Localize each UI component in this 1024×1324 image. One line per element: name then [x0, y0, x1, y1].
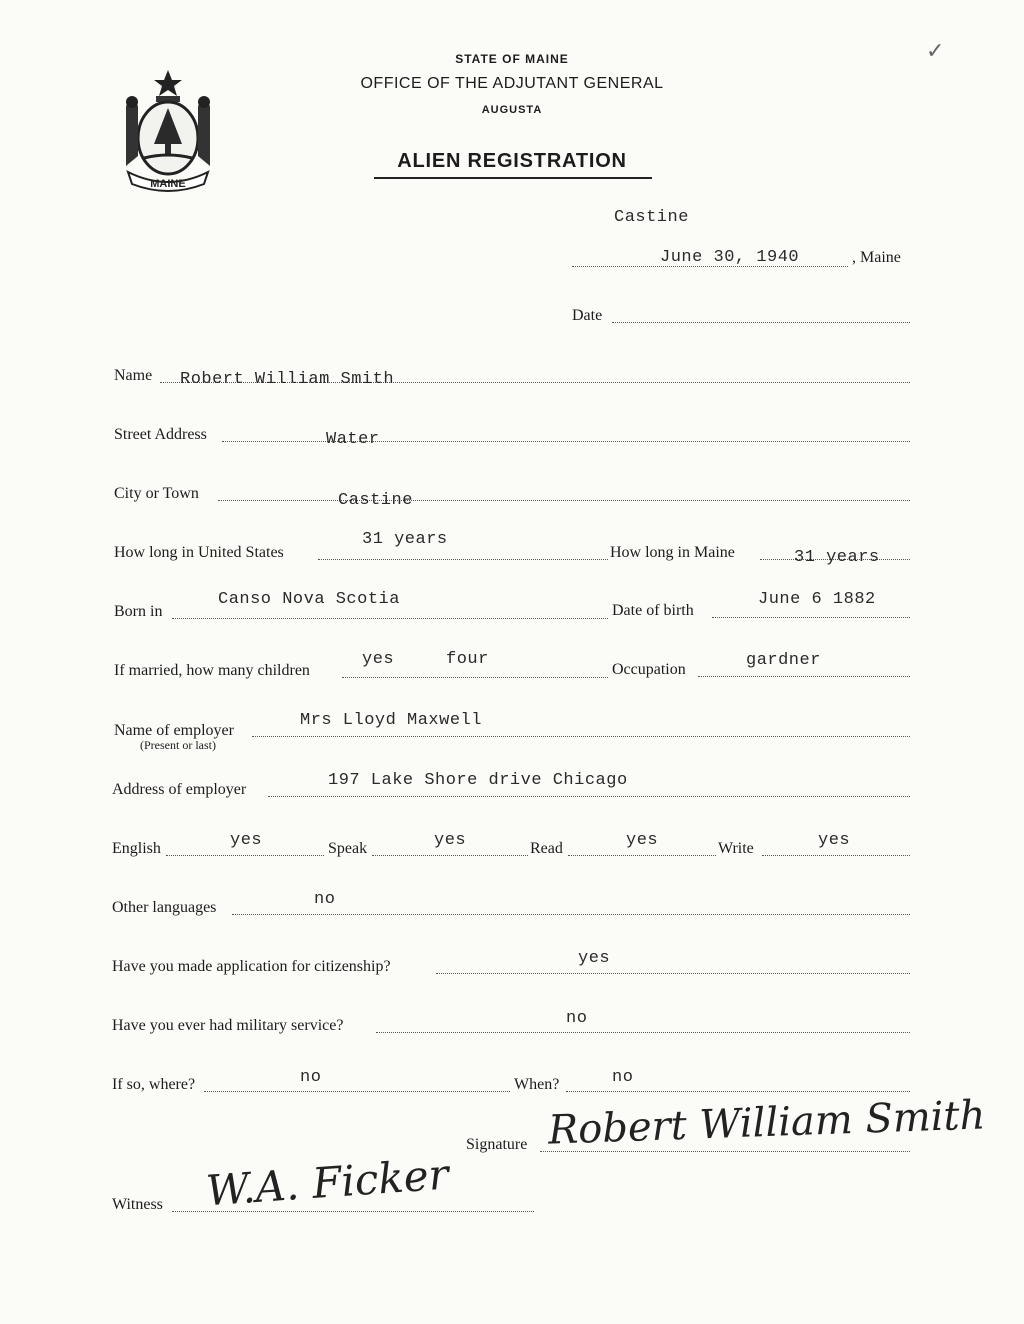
name-value: Robert William Smith	[180, 370, 395, 389]
when-line	[566, 1091, 910, 1092]
city-line	[218, 500, 910, 501]
where-line	[204, 1091, 510, 1092]
married-value: yes	[362, 650, 395, 669]
born-label: Born in	[114, 603, 163, 620]
dob-value: June 6 1882	[758, 590, 876, 609]
occupation-value: gardner	[746, 651, 821, 670]
emp-addr-line	[268, 796, 910, 797]
other-lang-line	[232, 914, 910, 915]
employer-label: Name of employer	[114, 722, 234, 739]
write-label: Write	[718, 840, 754, 857]
born-value: Canso Nova Scotia	[218, 590, 400, 609]
name-label: Name	[114, 367, 153, 384]
occupation-line	[698, 676, 910, 677]
signature-label: Signature	[466, 1136, 528, 1153]
state-suffix: , Maine	[852, 249, 901, 266]
street-value: Water	[326, 430, 380, 449]
title-underline	[374, 177, 652, 179]
signature-handwriting: Robert William Smith	[547, 1092, 987, 1154]
citizenship-value: yes	[578, 949, 611, 968]
us-value: 31 years	[362, 530, 448, 549]
read-line	[568, 855, 716, 856]
english-label: English	[112, 840, 161, 857]
when-value: no	[612, 1068, 634, 1087]
write-value: yes	[818, 831, 851, 850]
dob-label: Date of birth	[612, 602, 694, 619]
born-line	[172, 618, 608, 619]
military-line	[376, 1032, 910, 1033]
check-mark-icon: ✓	[926, 38, 945, 63]
employer-value: Mrs Lloyd Maxwell	[300, 711, 482, 730]
seal-label: MAINE	[150, 178, 186, 190]
military-label: Have you ever had military service?	[112, 1017, 344, 1034]
date-label: Date	[572, 307, 603, 324]
us-line	[318, 559, 608, 560]
married-label: If married, how many children	[114, 662, 310, 679]
read-label: Read	[530, 840, 563, 857]
date-value: June 30, 1940	[660, 248, 800, 267]
other-lang-value: no	[314, 890, 336, 909]
citizenship-line	[436, 973, 910, 974]
military-value: no	[566, 1009, 588, 1028]
emp-addr-label: Address of employer	[112, 781, 247, 798]
emp-addr-value: 197 Lake Shore drive Chicago	[328, 771, 628, 790]
read-value: yes	[626, 831, 659, 850]
header-city: AUGUSTA	[481, 104, 543, 116]
children-value: four	[446, 650, 489, 669]
maine-value: 31 years	[794, 548, 880, 567]
speak-line	[372, 855, 528, 856]
form-title: ALIEN REGISTRATION	[397, 150, 627, 172]
occupation-label: Occupation	[612, 661, 686, 678]
english-value: yes	[230, 831, 263, 850]
header-office: OFFICE OF THE ADJUTANT GENERAL	[360, 75, 664, 92]
us-label: How long in United States	[114, 544, 284, 561]
speak-value: yes	[434, 831, 467, 850]
city-label: City or Town	[114, 485, 199, 502]
speak-label: Speak	[328, 840, 368, 857]
header-state: STATE OF MAINE	[455, 52, 569, 66]
city-value: Castine	[338, 491, 413, 510]
employer-sub-label: (Present or last)	[140, 738, 216, 752]
street-label: Street Address	[114, 426, 207, 443]
when-label: When?	[514, 1076, 560, 1093]
where-label: If so, where?	[112, 1076, 196, 1093]
dob-line	[712, 617, 910, 618]
other-lang-label: Other languages	[112, 899, 217, 916]
maine-label: How long in Maine	[610, 544, 735, 561]
employer-line	[252, 736, 910, 737]
married-line	[342, 677, 608, 678]
english-line	[166, 855, 324, 856]
where-value: no	[300, 1068, 322, 1087]
witness-handwriting: W.A. Ficker	[204, 1149, 451, 1216]
witness-label: Witness	[112, 1196, 163, 1213]
town-value: Castine	[614, 208, 689, 227]
write-line	[762, 855, 910, 856]
citizenship-label: Have you made application for citizenship?	[112, 958, 391, 975]
date-label-line	[612, 322, 910, 323]
